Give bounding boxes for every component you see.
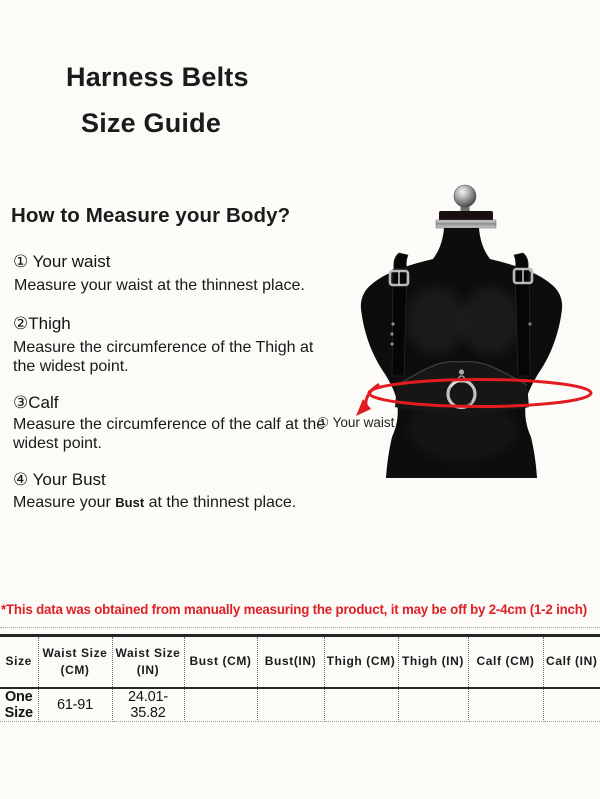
header-line: Thigh (IN) — [402, 654, 464, 669]
measure-item-thigh-desc: Measure the circumference of the Thigh at the widest point. — [13, 339, 314, 375]
mannequin-finial-ball — [436, 185, 496, 228]
cell-thigh-in — [398, 688, 468, 722]
figure-caption-waist: ① Your waist — [317, 415, 395, 430]
col-header-thigh-in — [398, 636, 468, 689]
measure-item-calf-desc: Measure the circumference of the calf at the widest point. — [13, 416, 326, 452]
cell-bust-in — [257, 688, 324, 722]
measure-item-waist-label: ① Your waist — [13, 252, 111, 271]
bust-desc-part: at the thinnest place. — [144, 494, 297, 511]
cell-thigh-cm — [324, 688, 398, 722]
cell-size: One Size — [0, 688, 38, 722]
col-header-size — [0, 636, 38, 689]
cell-bust-cm — [184, 688, 257, 722]
page-title: Harness Belts — [66, 62, 249, 92]
cell-waist-in: 24.01-35.82 — [112, 688, 184, 722]
measure-item-calf-label: ③Calf — [13, 393, 59, 412]
col-header-calf-cm — [468, 636, 543, 689]
col-header-bust-in — [257, 636, 324, 689]
bust-desc-part: Measure your — [13, 494, 116, 511]
measure-item-bust-label: ④ Your Bust — [13, 470, 106, 489]
col-header-calf-in — [543, 636, 600, 689]
col-header-bust-cm — [184, 636, 257, 689]
header-line: Thigh (CM) — [326, 654, 396, 669]
measure-item-waist-desc: Measure your waist at the thinnest place. — [14, 277, 305, 294]
cell-calf-in — [543, 688, 600, 722]
size-table-data-row — [0, 688, 600, 722]
header-line: Calf (CM) — [476, 654, 535, 669]
header-line: Waist Size — [115, 645, 181, 660]
header-line: (IN) — [136, 663, 160, 677]
cell-waist-cm: 61-91 — [38, 688, 112, 722]
page-subtitle: Size Guide — [81, 108, 222, 138]
size-table — [0, 634, 600, 722]
bust-desc-word: Bust — [115, 495, 145, 510]
header-line: Calf (IN) — [546, 654, 598, 669]
table-top-divider — [0, 627, 600, 628]
howto-heading: How to Measure your Body? — [11, 204, 291, 227]
header-line: Bust (CM) — [189, 654, 252, 669]
header-line: Size — [5, 654, 32, 669]
measure-item-thigh-label: ②Thigh — [13, 314, 71, 333]
measurement-disclaimer: *This data was obtained from manually measuring the product, it may be off by 2-4cm (1-2 inch) — [1, 601, 587, 617]
col-header-waist-cm — [38, 636, 112, 689]
measure-item-bust-desc — [13, 493, 335, 512]
col-header-thigh-cm — [324, 636, 398, 689]
mannequin-figure — [340, 173, 600, 483]
col-header-waist-in — [112, 636, 184, 689]
cell-calf-cm — [468, 688, 543, 722]
header-line: (CM) — [60, 663, 90, 677]
mannequin-torso — [361, 228, 562, 478]
size-table-header-row — [0, 636, 600, 689]
header-line: Bust(IN) — [264, 654, 317, 669]
header-line: Waist Size — [42, 645, 108, 660]
